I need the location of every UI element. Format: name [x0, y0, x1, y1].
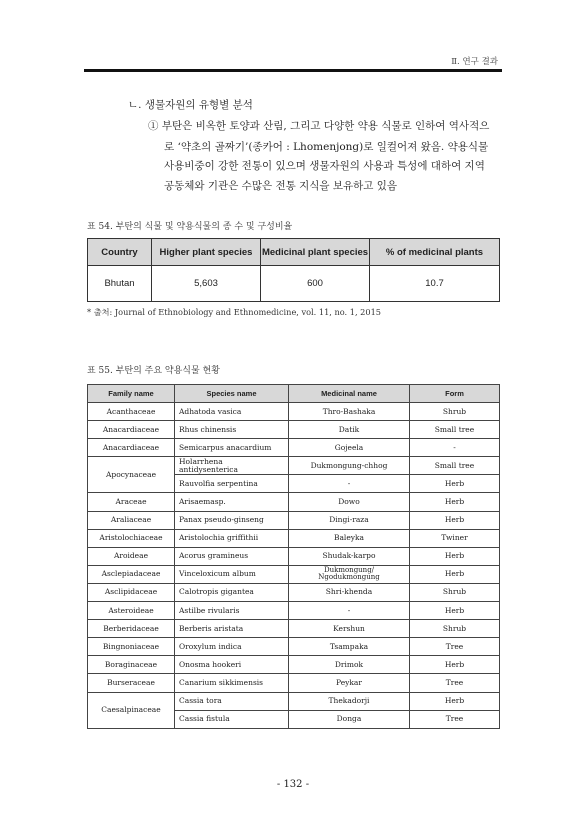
table-cell: Dingi-raza [289, 511, 410, 529]
column-header: Country [88, 239, 152, 266]
table-cell: Peykar [289, 674, 410, 692]
table-cell: Semicarpus anacardium [175, 439, 289, 457]
table-cell: Drimok [289, 656, 410, 674]
table-55-header-row [88, 385, 500, 403]
family-cell: Burseraceae [88, 674, 175, 692]
family-cell: Anacardiaceae [88, 421, 175, 439]
table-row [88, 529, 500, 547]
table-cell: Tree [410, 674, 500, 692]
table-cell: Berberis aristata [175, 620, 289, 638]
table-cell: Holarrhena antidysenterica [175, 457, 289, 475]
table-cell: Shri-khenda [289, 583, 410, 601]
table-row [88, 493, 500, 511]
table-54 [87, 238, 500, 302]
table-55-caption: 표 55. 부탄의 주요 약용식물 현황 [87, 366, 220, 376]
family-cell: Araceae [88, 493, 175, 511]
family-cell: Anacardiaceae [88, 439, 175, 457]
table-54-header-row [88, 239, 500, 266]
table-cell: Datik [289, 421, 410, 439]
table-row [88, 547, 500, 565]
table-cell: Herb [410, 547, 500, 565]
table-row [88, 266, 500, 302]
table-cell: Small tree [410, 457, 500, 475]
family-cell: Asclepiadaceae [88, 565, 175, 583]
table-cell: Gojeela [289, 439, 410, 457]
table-cell: Astilbe rivularis [175, 602, 289, 620]
family-cell: Apocynaceae [88, 457, 175, 493]
table-cell: 5,603 [152, 266, 261, 302]
page-number: - 132 - [276, 779, 310, 790]
body-line-3: 사용비중이 강한 전통이 있으며 생물자원의 사용과 특성에 대하여 지역 [164, 160, 485, 172]
table-cell: - [410, 439, 500, 457]
table-cell: Dowo [289, 493, 410, 511]
table-cell: - [289, 475, 410, 493]
family-cell: Asclipidaceae [88, 583, 175, 601]
table-cell: 10.7 [370, 266, 500, 302]
column-header: Higher plant species [152, 239, 261, 266]
table-55-body [88, 403, 500, 729]
table-row [88, 656, 500, 674]
table-cell: Dukmongung-chhog [289, 457, 410, 475]
table-cell: Herb [410, 475, 500, 493]
column-header: Medicinal name [289, 385, 410, 403]
family-cell: Aroideae [88, 547, 175, 565]
table-cell: Twiner [410, 529, 500, 547]
table-cell: Donga [289, 710, 410, 728]
body-line-2: 로 ‘약초의 골짜기’(종카어 : Lhomenjong)로 일컬어져 왔음. 약용식물 [164, 141, 489, 153]
table-cell: Arisaemasp. [175, 493, 289, 511]
table-row [88, 439, 500, 457]
table-cell: Tree [410, 710, 500, 728]
table-cell: Shrub [410, 583, 500, 601]
table-cell: Adhatoda vasica [175, 403, 289, 421]
table-row [88, 602, 500, 620]
family-cell: Aristolochiaceae [88, 529, 175, 547]
table-54-source: * 출처: Journal of Ethnobiology and Ethnomedicine, vol. 11, no. 1, 2015 [87, 307, 382, 317]
family-cell: Bingnoniaceae [88, 638, 175, 656]
table-cell: Rauvolfia serpentina [175, 475, 289, 493]
table-cell: Kershun [289, 620, 410, 638]
column-header: Medicinal plant species [261, 239, 370, 266]
table-cell: Cassia tora [175, 692, 289, 710]
table-row [88, 674, 500, 692]
family-cell: Asteroideae [88, 602, 175, 620]
table-row [88, 692, 500, 710]
table-row [88, 638, 500, 656]
table-row [88, 457, 500, 475]
table-cell: Oroxylum indica [175, 638, 289, 656]
column-header: Family name [88, 385, 175, 403]
table-cell: Rhus chinensis [175, 421, 289, 439]
table-cell: 600 [261, 266, 370, 302]
table-row [88, 620, 500, 638]
table-cell: Canarium sikkimensis [175, 674, 289, 692]
table-cell: Onosma hookeri [175, 656, 289, 674]
column-header: Species name [175, 385, 289, 403]
table-cell: Thekadorji [289, 692, 410, 710]
table-cell: Calotropis gigantea [175, 583, 289, 601]
table-cell: Tsampaka [289, 638, 410, 656]
table-cell: Shudak-karpo [289, 547, 410, 565]
table-row [88, 403, 500, 421]
table-cell: Herb [410, 493, 500, 511]
table-cell: Dukmongung/ Ngodukmongung [289, 565, 410, 583]
table-row [88, 421, 500, 439]
table-54-caption: 표 54. 부탄의 식물 및 약용식물의 종 수 및 구성비율 [87, 222, 293, 232]
table-cell: - [289, 602, 410, 620]
table-cell: Panax pseudo-ginseng [175, 511, 289, 529]
table-cell: Baleyka [289, 529, 410, 547]
column-header: Form [410, 385, 500, 403]
table-cell: Herb [410, 565, 500, 583]
table-cell: Thro-Bashaka [289, 403, 410, 421]
family-cell: Caesalpinaceae [88, 692, 175, 728]
table-cell: Acorus gramineus [175, 547, 289, 565]
table-cell: Vinceloxicum album [175, 565, 289, 583]
table-cell: Herb [410, 602, 500, 620]
table-cell: Cassia fistula [175, 710, 289, 728]
table-row [88, 583, 500, 601]
family-cell: Berberidaceae [88, 620, 175, 638]
table-row [88, 565, 500, 583]
body-line-1: ① 부탄은 비옥한 토양과 산림, 그리고 다양한 약용 식물로 인하여 역사적으 [148, 120, 490, 132]
table-row [88, 511, 500, 529]
table-cell: Small tree [410, 421, 500, 439]
table-cell: Herb [410, 656, 500, 674]
table-cell: Shrub [410, 403, 500, 421]
family-cell: Boraginaceae [88, 656, 175, 674]
table-cell: Bhutan [88, 266, 152, 302]
body-line-4: 공동체와 기관은 수많은 전통 지식을 보유하고 있음 [164, 180, 398, 192]
table-55 [87, 384, 500, 729]
family-cell: Acanthaceae [88, 403, 175, 421]
table-cell: Aristolochia griffithii [175, 529, 289, 547]
family-cell: Araliaceae [88, 511, 175, 529]
running-header: Ⅱ. 연구 결과 [451, 57, 498, 67]
header-rule [84, 69, 502, 72]
table-cell: Shrub [410, 620, 500, 638]
table-cell: Herb [410, 692, 500, 710]
column-header: % of medicinal plants [370, 239, 500, 266]
table-cell: Herb [410, 511, 500, 529]
section-heading: ㄴ. 생물자원의 유형별 분석 [128, 99, 253, 111]
table-cell: Tree [410, 638, 500, 656]
